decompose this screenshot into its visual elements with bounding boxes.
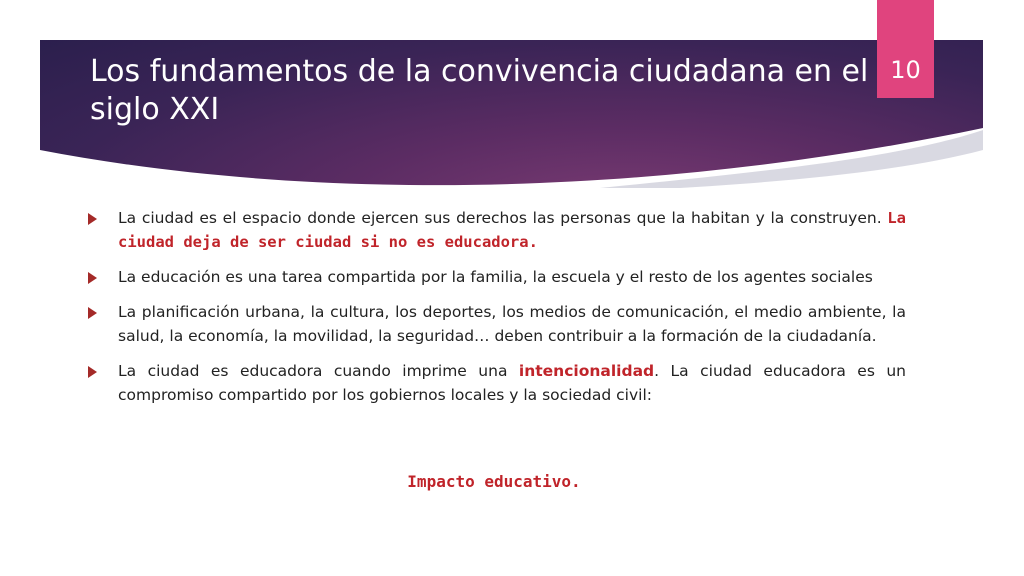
closing-statement: Impacto educativo. — [407, 472, 581, 491]
bullet-emphasis: La ciudad deja de ser ciudad si no es educadora — [118, 209, 906, 251]
bullet-text: La ciudad es el espacio donde ejercen sus derechos las personas que la habitan y la construyen. — [118, 209, 888, 227]
bullet-text-after: . La ciudad educadora es un compromiso compartido por los gobiernos locales y la sociedad civil: — [118, 362, 906, 404]
bullet-item — [88, 206, 906, 254]
slide-title: Los fundamentos de la convivencia ciudadana en el siglo XXI — [90, 54, 869, 127]
bullet-text: La planificación urbana, la cultura, los deportes, los medios de comunicación, el medio ambiente, la salud, la economía, la movilidad, la seguridad… deben contribuir a la formación de la ciudadanía. — [118, 303, 906, 345]
arrow-bullet-icon — [88, 366, 97, 378]
bullet-item — [88, 300, 906, 348]
bullet-item — [88, 265, 906, 289]
bullet-list — [88, 206, 906, 418]
bullet-text: La ciudad es educadora cuando imprime una — [118, 362, 519, 380]
arrow-bullet-icon — [88, 213, 97, 225]
slide-number-badge: 10 — [877, 0, 934, 98]
arrow-bullet-icon — [88, 307, 97, 319]
bullet-emphasis: intencionalidad — [518, 362, 655, 380]
bullet-item — [88, 359, 906, 407]
arrow-bullet-icon — [88, 272, 97, 284]
bullet-text: La educación es una tarea compartida por la familia, la escuela y el resto de los agentes sociales — [118, 268, 873, 286]
bullet-text-after: . — [528, 233, 538, 251]
